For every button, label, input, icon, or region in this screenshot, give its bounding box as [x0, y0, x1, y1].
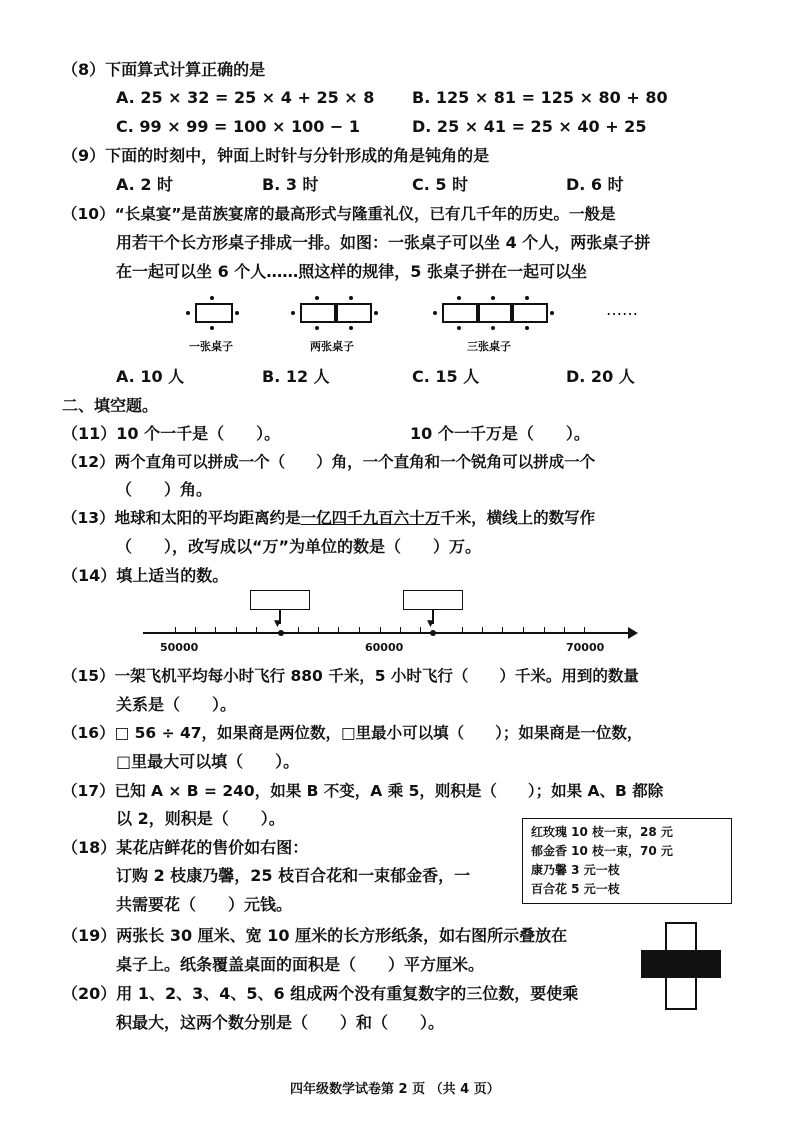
q14-stem: （14）填上适当的数。 — [62, 566, 229, 585]
q9-option-c: C. 5 时 — [412, 175, 469, 194]
seat-dot — [457, 296, 461, 300]
tick-label-50000: 50000 — [160, 641, 199, 654]
price-list-box — [522, 818, 732, 904]
q20-line-2: 积最大，这两个数分别是（ ）和（ ）。 — [116, 1013, 445, 1032]
q11-part-1: （11）10 个一千是（ ）。 — [62, 424, 281, 443]
seat-dot — [349, 326, 353, 330]
q10-option-d: D. 20 人 — [566, 367, 635, 386]
seat-dot — [457, 326, 461, 330]
seat-dot — [491, 326, 495, 330]
price-item: 郁金香 10 枝一束，70 元 — [531, 844, 673, 858]
tick — [462, 627, 463, 633]
seat-dot — [374, 311, 378, 315]
q8-stem: （8）下面算式计算正确的是 — [62, 60, 266, 79]
table-rect — [510, 303, 548, 323]
q17-line-1: （17）已知 A × B = 240，如果 B 不变，A 乘 5，则积是（ ）；如果 A、B 都除 — [62, 782, 664, 800]
q8-option-a: A. 25 × 32 = 25 × 4 + 25 × 8 — [116, 88, 375, 107]
q13-line-2: （ ），改写成以“万”为单位的数是（ ）万。 — [116, 537, 482, 556]
table-rect — [195, 303, 233, 323]
q10-line-1: （10）“长桌宴”是苗族宴席的最高形式与隆重礼仪，已有几千年的历史。一般是 — [62, 205, 616, 223]
q17-line-2: 以 2，则积是（ ）。 — [116, 809, 285, 828]
tick-label-70000: 70000 — [566, 641, 605, 654]
q8-option-d: D. 25 × 41 = 25 × 40 + 25 — [412, 117, 647, 136]
tick — [175, 627, 176, 633]
page-footer: 四年级数学试卷第 2 页 （共 4 页） — [290, 1082, 500, 1097]
q12-line-1: （12）两个直角可以拼成一个（ ）角，一个直角和一个锐角可以拼成一个 — [62, 453, 596, 471]
q13-prefix: （13）地球和太阳的平均距离约是 — [62, 509, 301, 527]
q13-suffix: 千米，横线上的数写作 — [440, 509, 596, 527]
tick — [298, 627, 299, 633]
q18-line-2: 订购 2 枝康乃馨，25 枝百合花和一束郁金香，一 — [116, 866, 471, 885]
figure-caption-three: 三张桌子 — [467, 340, 511, 353]
tick — [544, 627, 545, 633]
q18-line-1: （18）某花店鲜花的售价如右图： — [62, 838, 309, 857]
seat-dot — [525, 296, 529, 300]
q16-line-2: □里最大可以填（ ）。 — [116, 752, 300, 771]
seat-dot — [525, 326, 529, 330]
price-item: 百合花 5 元一枝 — [531, 882, 620, 896]
q10-line-2: 用若干个长方形桌子排成一排。如图：一张桌子可以坐 4 个人，两张桌子拼 — [116, 233, 651, 252]
seat-dot — [210, 326, 214, 330]
seat-dot — [291, 311, 295, 315]
tick — [338, 627, 339, 633]
tick — [502, 627, 503, 633]
tick — [564, 627, 565, 633]
seat-dot — [315, 326, 319, 330]
q12-line-2: （ ）角。 — [116, 480, 213, 499]
tick — [420, 627, 421, 633]
arrow-right-icon — [628, 627, 638, 639]
q16-line-1: （16）□ 56 ÷ 47，如果商是两位数，□里最小可以填（ ）；如果商是一位数， — [62, 724, 643, 742]
q13-line-1 — [62, 508, 595, 528]
point-marker — [278, 630, 284, 636]
q10-option-a: A. 10 人 — [116, 367, 185, 386]
seat-dot — [550, 311, 554, 315]
q9-option-a: A. 2 时 — [116, 175, 174, 194]
table-rect — [334, 303, 372, 323]
q19-line-1: （19）两张长 30 厘米、宽 10 厘米的长方形纸条，如右图所示叠放在 — [62, 926, 568, 945]
tick-label-60000: 60000 — [365, 641, 404, 654]
q15-line-2: 关系是（ ）。 — [116, 695, 237, 714]
seat-dot — [433, 311, 437, 315]
q8-option-b: B. 125 × 81 = 125 × 80 + 80 — [412, 88, 668, 107]
tick — [195, 627, 196, 633]
seat-dot — [491, 296, 495, 300]
seat-dot — [349, 296, 353, 300]
q19-line-2: 桌子上。纸条覆盖桌面的面积是（ ）平方厘米。 — [116, 955, 485, 974]
arrow-down-icon: ▼ — [274, 619, 281, 629]
tick — [236, 627, 237, 633]
section-2-heading: 二、填空题。 — [62, 396, 159, 415]
q10-line-3: 在一起可以坐 6 个人……照这样的规律，5 张桌子拼在一起可以坐 — [116, 262, 587, 281]
q8-option-c: C. 99 × 99 = 100 × 100 − 1 — [116, 117, 361, 136]
q9-option-b: B. 3 时 — [262, 175, 319, 194]
tick — [380, 627, 381, 633]
arrow-down-icon: ▼ — [427, 619, 434, 629]
table-rect — [476, 303, 514, 323]
tick — [359, 627, 360, 633]
tick — [523, 627, 524, 633]
tick — [318, 627, 319, 633]
tick — [482, 627, 483, 633]
price-item: 康乃馨 3 元一枝 — [531, 863, 620, 877]
point-marker — [430, 630, 436, 636]
q9-option-d: D. 6 时 — [566, 175, 624, 194]
figure-ellipsis: …… — [606, 300, 638, 319]
answer-box-2[interactable] — [403, 590, 463, 610]
tick — [400, 627, 401, 633]
seat-dot — [315, 296, 319, 300]
q11-part-2: 10 个一千万是（ ）。 — [410, 424, 590, 443]
q18-line-3: 共需要花（ ）元钱。 — [116, 895, 293, 914]
q10-option-b: B. 12 人 — [262, 367, 330, 386]
tick — [256, 627, 257, 633]
q15-line-1: （15）一架飞机平均每小时飞行 880 千米，5 小时飞行（ ）千米。用到的数量 — [62, 667, 639, 685]
horizontal-strip — [641, 950, 721, 978]
q20-line-1: （20）用 1、2、3、4、5、6 组成两个没有重复数字的三位数，要使乘 — [62, 984, 579, 1003]
figure-caption-two: 两张桌子 — [310, 340, 354, 353]
answer-box-1[interactable] — [250, 590, 310, 610]
table-rect — [300, 303, 338, 323]
price-item: 红玫瑰 10 枝一束，28 元 — [531, 825, 673, 839]
tick — [215, 627, 216, 633]
q10-option-c: C. 15 人 — [412, 367, 480, 386]
q13-underlined-number: 一亿四千九百六十万 — [300, 509, 441, 527]
seat-dot — [186, 311, 190, 315]
seat-dot — [210, 296, 214, 300]
table-rect — [442, 303, 480, 323]
figure-caption-one: 一张桌子 — [189, 340, 233, 353]
q9-stem: （9）下面的时刻中，钟面上时针与分针形成的角是钝角的是 — [62, 146, 490, 165]
tick — [584, 627, 585, 633]
seat-dot — [235, 311, 239, 315]
number-line — [143, 632, 633, 634]
